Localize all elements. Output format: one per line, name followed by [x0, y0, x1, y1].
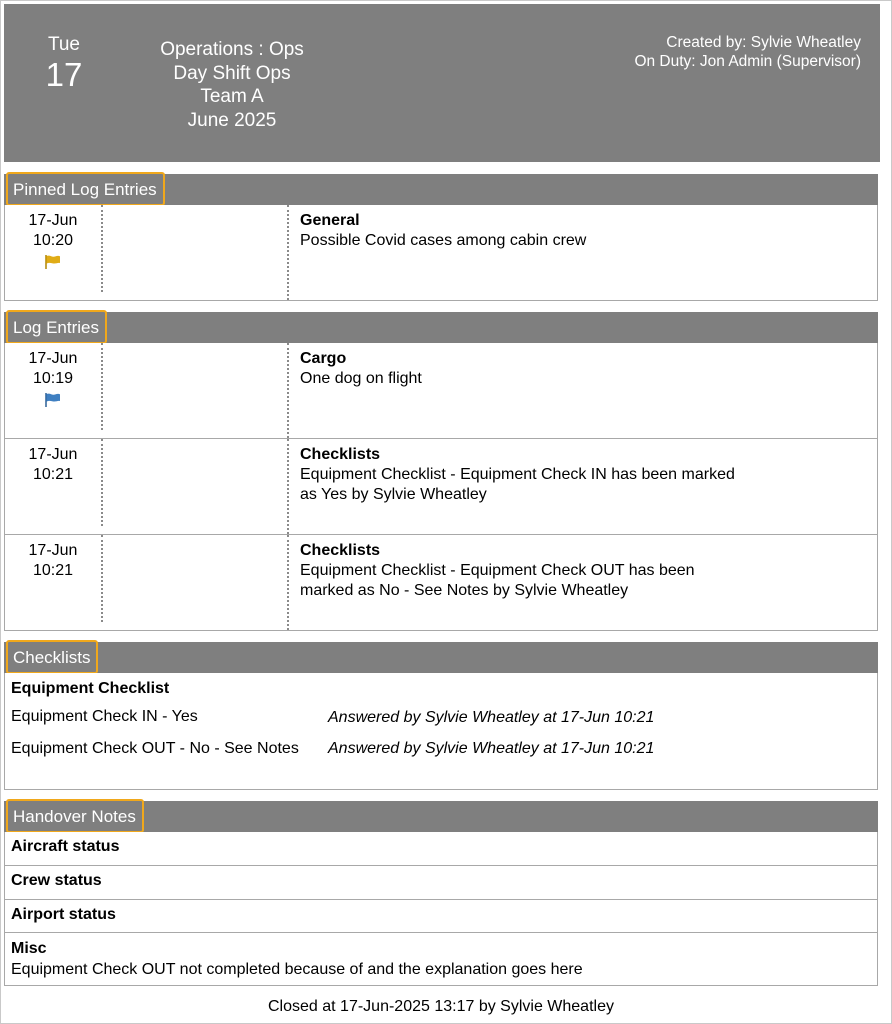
log-entry-date: 17-Jun — [28, 542, 78, 559]
log-entry-row[interactable] — [5, 205, 877, 300]
checklist-question: Equipment Check IN - Yes — [11, 708, 198, 725]
log-entry-content — [300, 445, 750, 505]
header-meta — [634, 33, 861, 71]
log-entry-content — [300, 211, 750, 251]
log-entry-time: 10:20 — [32, 232, 74, 249]
checklists-section-header — [4, 642, 878, 673]
closed-footer: Closed at 17-Jun-2025 13:17 by Sylvie Wheatley — [268, 998, 614, 1015]
handover-note-text: Equipment Check OUT not completed because of and the explanation goes here — [11, 961, 583, 978]
log-entry-text: Possible Covid cases among cabin crew — [300, 232, 587, 249]
log-entry-category: Checklists — [300, 446, 381, 463]
log-entry-text: Equipment Checklist - Equipment Check IN has been marked as Yes by Sylvie Wheatley — [300, 466, 735, 503]
report-header — [4, 4, 880, 162]
header-line-department: Operations : Ops — [160, 39, 304, 60]
handover-note-label: Crew status — [11, 872, 102, 889]
log-entry-time: 10:21 — [32, 466, 74, 483]
on-duty: On Duty: Jon Admin (Supervisor) — [634, 53, 861, 70]
column-divider — [101, 205, 103, 292]
handover-note-row — [5, 899, 877, 932]
log-entry-row[interactable] — [5, 438, 877, 534]
checklist-question: Equipment Check OUT - No - See Notes — [11, 740, 299, 757]
checklist-answer: Answered by Sylvie Wheatley at 17-Jun 10:21 — [328, 740, 655, 757]
handover-section-header — [4, 801, 878, 832]
handover-note-label: Airport status — [11, 906, 116, 923]
checklist-panel — [4, 673, 878, 790]
log-entry-time: 10:21 — [32, 562, 74, 579]
log-entry-text: One dog on flight — [300, 370, 422, 387]
column-divider — [101, 439, 103, 526]
log-entry-datetime — [5, 211, 101, 270]
column-divider — [101, 535, 103, 622]
yellow-flag-icon — [43, 254, 63, 270]
header-shift-info — [132, 38, 332, 132]
log-entry-text: Equipment Checklist - Equipment Check OUT has been marked as No - See Notes by Sylvie Wheatley — [300, 562, 695, 599]
log-entry-date: 17-Jun — [28, 446, 78, 463]
handover-note-label: Misc — [11, 940, 47, 957]
checklists-section-title[interactable]: Checklists — [6, 640, 98, 674]
handover-note-row — [5, 865, 877, 899]
log-entry-content — [300, 349, 750, 389]
column-divider — [287, 205, 289, 300]
log-entry-datetime — [5, 445, 101, 485]
log-entry-datetime — [5, 349, 101, 408]
pinned-section-title[interactable]: Pinned Log Entries — [6, 172, 165, 206]
pinned-section-header — [4, 174, 878, 205]
header-day-name: Tue — [47, 34, 81, 55]
checklist-answer: Answered by Sylvie Wheatley at 17-Jun 10:21 — [328, 709, 655, 726]
column-divider — [287, 535, 289, 630]
created-by: Created by: Sylvie Wheatley — [666, 34, 861, 51]
column-divider — [287, 439, 289, 534]
blue-flag-icon — [43, 392, 63, 408]
column-divider — [287, 343, 289, 438]
pinned-log-list — [4, 205, 878, 301]
log-entry-datetime — [5, 541, 101, 581]
checklist-name: Equipment Checklist — [11, 680, 170, 697]
header-day-number: 17 — [45, 56, 83, 93]
log-entry-time: 10:19 — [32, 370, 74, 387]
handover-note-row — [5, 832, 877, 865]
header-line-shift: Day Shift Ops — [173, 62, 291, 84]
log-entry-row[interactable] — [5, 343, 877, 438]
log-entry-list — [4, 343, 878, 631]
log-entry-row[interactable] — [5, 534, 877, 630]
log-entry-date: 17-Jun — [28, 212, 78, 229]
handover-section-title[interactable]: Handover Notes — [6, 799, 144, 833]
log-entry-content — [300, 541, 750, 601]
handover-note-row — [5, 932, 877, 985]
log-entry-category: Cargo — [300, 350, 347, 367]
log-section-header — [4, 312, 878, 343]
log-entry-date: 17-Jun — [28, 350, 78, 367]
log-entry-category: Checklists — [300, 542, 381, 559]
header-line-month: June 2025 — [187, 109, 277, 131]
column-divider — [101, 343, 103, 430]
handover-note-label: Aircraft status — [11, 838, 120, 855]
handover-notes-list — [4, 832, 878, 986]
log-entry-category: General — [300, 212, 360, 229]
header-line-team: Team A — [200, 86, 264, 107]
log-section-title[interactable]: Log Entries — [6, 310, 107, 344]
